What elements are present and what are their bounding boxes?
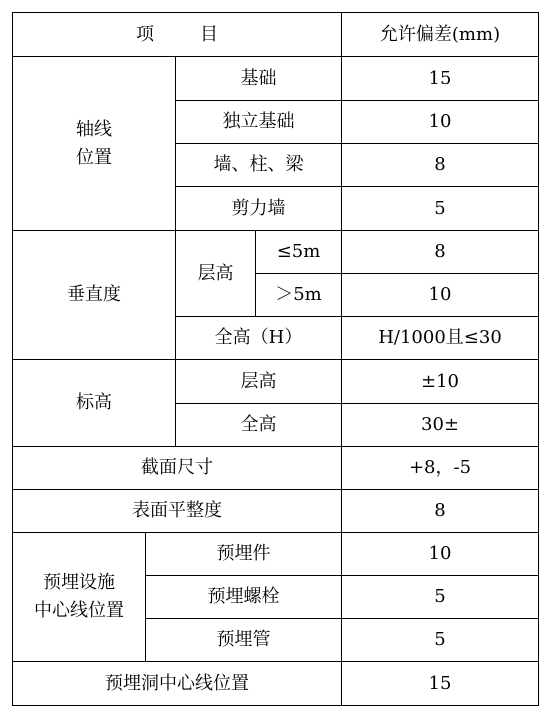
row-value: 10 <box>342 533 539 576</box>
row-name: 全高（H） <box>176 317 342 360</box>
table-row <box>13 57 539 101</box>
row-value: 8 <box>342 231 539 274</box>
embedded-label: 预埋设施 中心线位置 <box>13 533 146 662</box>
verticality-label: 垂直度 <box>13 231 176 360</box>
elevation-label: 标高 <box>13 360 176 447</box>
row-value: 30± <box>342 404 539 447</box>
row-name: 剪力墙 <box>176 187 342 231</box>
row-name: 表面平整度 <box>13 490 342 533</box>
row-value: 5 <box>342 576 539 619</box>
table-row <box>13 490 539 533</box>
row-value: +8，-5 <box>342 447 539 490</box>
row-name: 独立基础 <box>176 101 342 144</box>
row-value: 5 <box>342 187 539 231</box>
row-name: 预埋螺栓 <box>146 576 342 619</box>
row-name: 层高 <box>176 360 342 404</box>
table-row <box>13 662 539 706</box>
floor-height-label: 层高 <box>176 231 256 317</box>
row-name: 墙、柱、梁 <box>176 144 342 187</box>
row-value: 5 <box>342 619 539 662</box>
row-condition: ＞5m <box>256 274 342 317</box>
header-item-cell <box>13 13 342 57</box>
row-value: ±10 <box>342 360 539 404</box>
row-value: 10 <box>342 274 539 317</box>
axis-position-label: 轴线 位置 <box>13 57 176 231</box>
header-item-part2: 目 <box>200 23 218 45</box>
row-name: 截面尺寸 <box>13 447 342 490</box>
row-name: 预埋洞中心线位置 <box>13 662 342 706</box>
row-value: 8 <box>342 144 539 187</box>
header-item-part1: 项 <box>136 23 154 45</box>
header-row <box>13 13 539 57</box>
table-row <box>13 360 539 404</box>
row-condition: ≤5m <box>256 231 342 274</box>
row-name: 预埋管 <box>146 619 342 662</box>
row-value: H/1000且≤30 <box>342 317 539 360</box>
table-row <box>13 447 539 490</box>
row-name: 全高 <box>176 404 342 447</box>
row-value: 8 <box>342 490 539 533</box>
table-row <box>13 533 539 576</box>
row-name: 预埋件 <box>146 533 342 576</box>
row-value: 10 <box>342 101 539 144</box>
tolerance-table <box>12 12 539 706</box>
row-name: 基础 <box>176 57 342 101</box>
header-tolerance: 允许偏差(mm) <box>342 13 539 57</box>
row-value: 15 <box>342 662 539 706</box>
row-value: 15 <box>342 57 539 101</box>
table-row <box>13 231 539 274</box>
